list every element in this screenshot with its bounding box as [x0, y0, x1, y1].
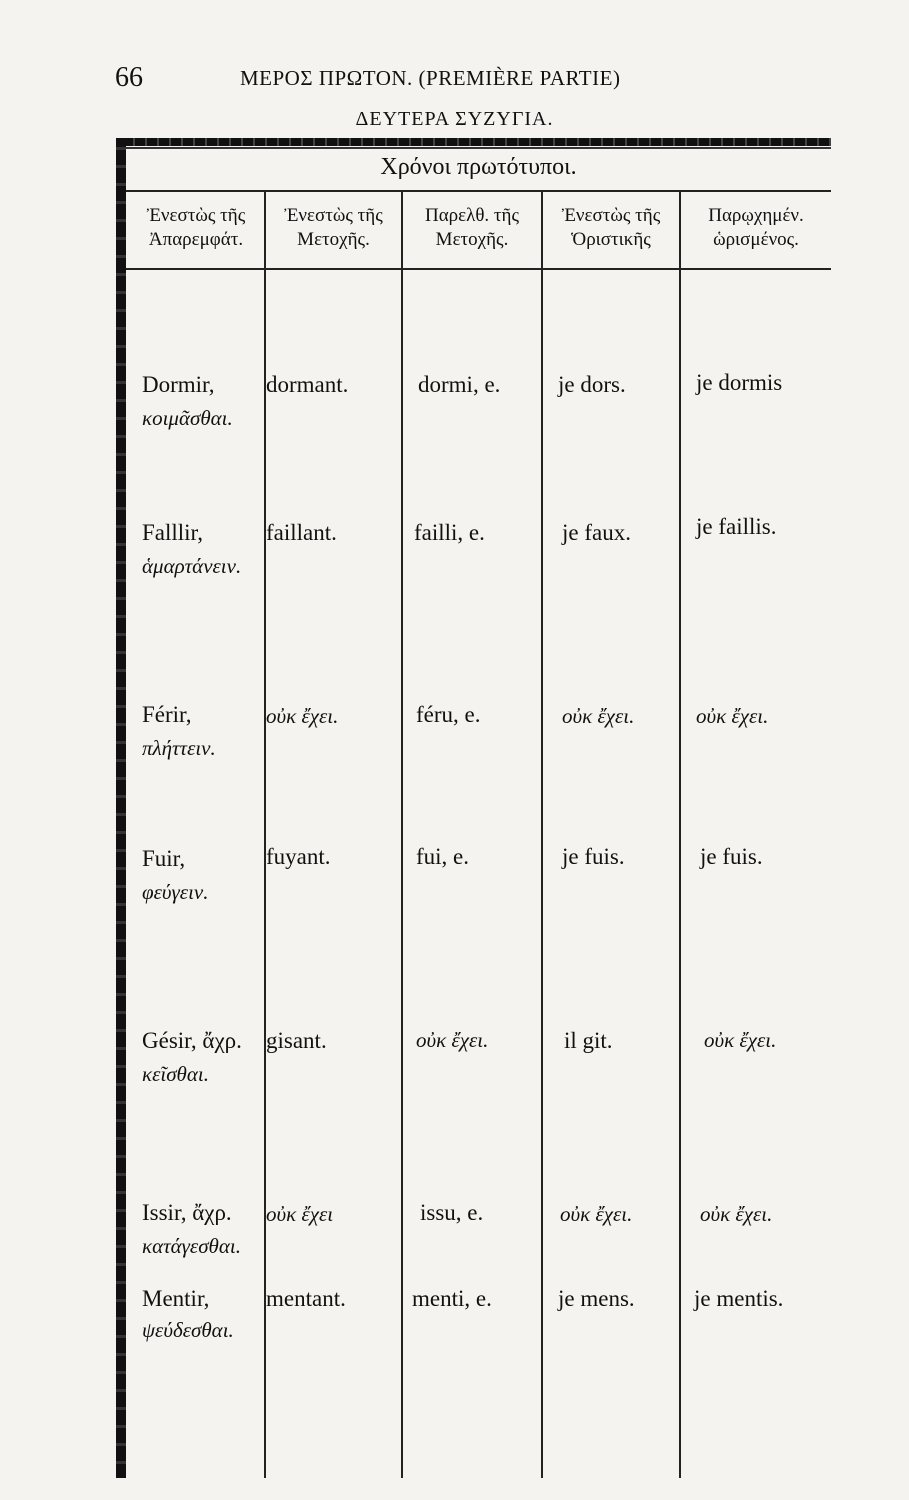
participle-past-cell: féru, e.: [416, 702, 481, 727]
participle-present-cell: gisant.: [266, 1028, 327, 1053]
column-header-line: ὡρισμένος.: [713, 229, 799, 250]
top-rule: [116, 138, 831, 146]
participle-past-cell: failli, e.: [414, 520, 485, 545]
greek-translation: φεύγειν.: [142, 880, 209, 904]
participle-present-cell: faillant.: [266, 520, 337, 545]
past-definite-cell: οὐκ ἔχει.: [704, 1028, 777, 1052]
participle-past-cell: fui, e.: [416, 844, 470, 869]
column-header: [403, 204, 541, 252]
greek-translation: κοιμᾶσθαι.: [142, 406, 233, 430]
section-title: ΔΕΥΤΕΡΑ ΣΥΖΥΓΙΑ.: [355, 108, 554, 130]
greek-translation: κατάγεσθαι.: [142, 1234, 241, 1258]
participle-present-cell: οὐκ ἔχει: [266, 1202, 334, 1226]
infinitive-cell: Férir,: [142, 702, 192, 727]
column-header-line: Ἐνεστὼς τῆς: [146, 205, 246, 226]
column-header-line: Ὁριστικῆς: [571, 229, 651, 250]
greek-translation: κεῖσθαι.: [142, 1062, 209, 1086]
column-header-line: Μετοχῆς.: [435, 229, 509, 250]
column-divider: [401, 190, 403, 1478]
running-head: ΜΕΡΟΣ ΠΡΩΤΟΝ. (PREMIÈRE PARTIE): [240, 66, 621, 90]
participle-present-cell: dormant.: [266, 372, 349, 397]
table-title: Χρόνοι πρωτότυποι.: [380, 154, 577, 180]
past-definite-cell: je fuis.: [700, 844, 763, 869]
infinitive-cell: Mentir,: [142, 1286, 210, 1311]
participle-present-cell: mentant.: [266, 1286, 346, 1311]
indicative-present-cell: οὐκ ἔχει.: [562, 704, 635, 728]
column-header-line: Παρελθ. τῆς: [424, 205, 520, 226]
column-divider: [541, 190, 543, 1478]
top-rule-thin: [116, 147, 831, 149]
left-border: [116, 138, 126, 1478]
past-definite-cell: οὐκ ἔχει.: [696, 704, 769, 728]
column-header-line: Παρῳχημέν.: [708, 205, 804, 226]
indicative-present-cell: je fuis.: [562, 844, 625, 869]
infinitive-cell: Gésir, ἄχρ.: [142, 1028, 242, 1053]
column-header-line: Μετοχῆς.: [297, 229, 370, 250]
column-header-line: Ἀπαρεμφάτ.: [148, 229, 244, 250]
header-rule: [126, 268, 831, 270]
column-header: [681, 204, 831, 252]
conjugation-table: [116, 138, 834, 1480]
page-number: 66: [115, 62, 143, 93]
column-header-line: Ἐνεστὼς τῆς: [561, 205, 661, 226]
title-rule: [126, 190, 831, 192]
participle-present-cell: οὐκ ἔχει.: [266, 704, 339, 728]
greek-translation: ψεύδεσθαι.: [142, 1318, 234, 1342]
past-definite-cell: je dormis: [696, 370, 783, 395]
indicative-present-cell: je faux.: [562, 520, 631, 545]
infinitive-cell: Falllir,: [142, 520, 204, 545]
column-header: [266, 204, 401, 252]
column-header-line: Ἐνεστὼς τῆς: [284, 205, 383, 226]
participle-past-cell: dormi, e.: [418, 372, 501, 397]
column-divider: [679, 190, 681, 1478]
participle-past-cell: menti, e.: [412, 1286, 492, 1311]
column-header: [128, 204, 264, 252]
infinitive-cell: Fuir,: [142, 846, 186, 871]
column-header: [543, 204, 679, 252]
infinitive-cell: Issir, ἄχρ.: [142, 1200, 232, 1225]
participle-past-cell: οὐκ ἔχει.: [416, 1028, 489, 1052]
past-definite-cell: je mentis.: [694, 1286, 784, 1311]
participle-past-cell: issu, e.: [420, 1200, 484, 1225]
indicative-present-cell: il git.: [564, 1028, 613, 1053]
indicative-present-cell: je dors.: [558, 372, 626, 397]
indicative-present-cell: οὐκ ἔχει.: [560, 1202, 633, 1226]
indicative-present-cell: je mens.: [558, 1286, 635, 1311]
past-definite-cell: je faillis.: [696, 514, 777, 539]
past-definite-cell: οὐκ ἔχει.: [700, 1202, 773, 1226]
participle-present-cell: fuyant.: [266, 844, 331, 869]
infinitive-cell: Dormir,: [142, 372, 215, 397]
greek-translation: ἁμαρτάνειν.: [142, 554, 242, 578]
page-header: [115, 52, 675, 92]
greek-translation: πλήττειν.: [142, 736, 216, 760]
